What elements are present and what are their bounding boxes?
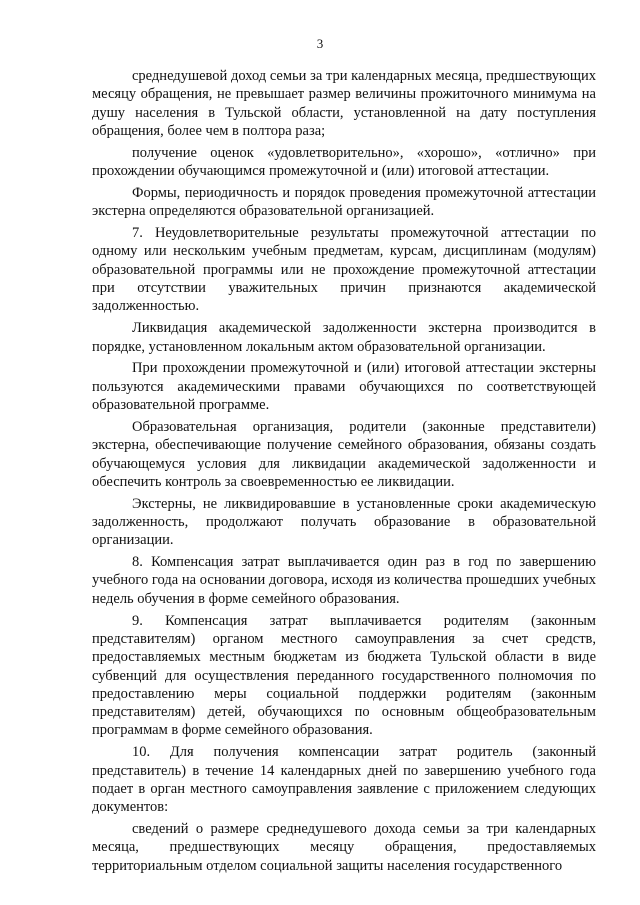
paragraph-income-condition: среднедушевой доход семьи за три календарных месяца, предшествующих месяцу обращения, не превышает размер величины прожиточного минимума на душу населения в Тульской области, установленной на дату поступления обращения, более чем в полтора раза; — [92, 68, 596, 139]
paragraph-income-documents: сведений о размере среднедушевого дохода семьи за три календарных месяца, предшествующих месяцу обращения, предоставляемых территориальным отделом социальной защиты населения государственного — [92, 821, 596, 874]
paragraph-grades-condition: получение оценок «удовлетворительно», «хорошо», «отлично» при прохождении обучающимся промежуточной и (или) итоговой аттестации. — [92, 144, 596, 180]
paragraph-8-compensation-annual: 8. Компенсация затрат выплачивается один раз в год по завершению учебного года на основании договора, исходя из количества прошедших учебных недель обучения в форме семейного образования. — [92, 554, 596, 607]
paragraph-debt-liquidation: Ликвидация академической задолженности экстерна производится в порядке, установленном локальным актом образовательной организации. — [92, 320, 596, 355]
paragraph-attestation-forms: Формы, периодичность и порядок проведения промежуточной аттестации экстерна определяются образовательной организацией. — [92, 184, 596, 220]
paragraph-external-rights: При прохождении промежуточной и (или) итоговой аттестации экстерны пользуются академическими правами обучающихся по соответствующей образовательной программе. — [92, 360, 596, 414]
page-number: 3 — [316, 36, 324, 51]
paragraph-organization-duties: Образовательная организация, родители (законные представители) экстерна, обеспечивающие получение семейного образования, обязаны создать обучающемуся условия для ликвидации академической задолженности и обеспечить контроль за своевременностью ее ликвидации. — [92, 418, 596, 490]
paragraph-7-academic-debt: 7. Неудовлетворительные результаты промежуточной аттестации по одному или нескольким учебным предметам, курсам, дисциплинам (модулям) образовательной программы или не прохождение промежуточной аттестации при отсутствии уважительных причин признаются академической задолженностью. — [92, 225, 596, 315]
paragraph-9-compensation-payer: 9. Компенсация затрат выплачивается родителям (законным представителям) органом местного самоуправления за счет средств, предоставляемых местным бюджетам из бюджета Тульской области в виде субвенций для осуществления переданного государственного полномочия по предоставлению меры социальной поддержки родителям (законным представителям) детей, обучающихся по основным общеобразовательным программам в форме семейного образования. — [92, 612, 596, 739]
paragraph-unliquidated-debt: Экстерны, не ликвидировавшие в установленные сроки академическую задолженность, продолжают получать образование в образовательной организации. — [92, 495, 596, 549]
paragraph-10-application: 10. Для получения компенсации затрат родитель (законный представитель) в течение 14 календарных дней по завершению учебного года подает в орган местного самоуправления заявление с приложением следующих документов: — [92, 744, 596, 816]
document-body — [92, 67, 596, 879]
